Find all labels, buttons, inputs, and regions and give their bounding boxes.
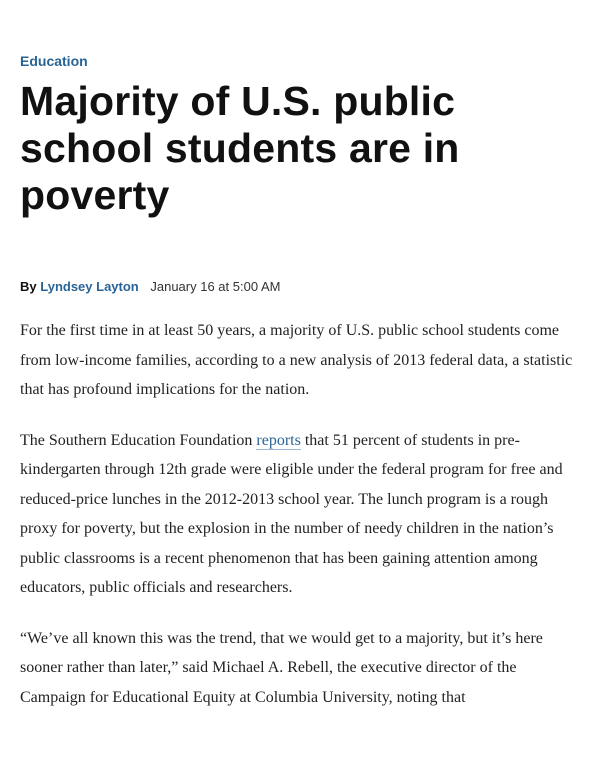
section-link[interactable]: Education <box>20 53 88 69</box>
publish-date: January 16 at 5:00 AM <box>150 279 281 294</box>
headline: Majority of U.S. public school students are in poverty <box>20 78 460 218</box>
author-link[interactable]: Lyndsey Layton <box>40 279 139 294</box>
paragraph-1: For the first time in at least 50 years, a majority of U.S. public school students come from low-income families, according to a new analysis of 2013 federal data, a statistic that has profound implications for the nation. <box>20 322 573 398</box>
paragraph-2-end: that 51 percent of students in pre-kindergarten through 12th grade were eligible under the federal program for free and reduced-price lunches in the 2012-2013 school year. The lunch program is a rough proxy for poverty, but the explosion in the number of needy children in the nation’s public classrooms is a recent phenomenon that has been gaining attention among educators, public officials and researchers. <box>20 431 563 596</box>
byline-prefix: By <box>20 279 37 294</box>
paragraph-2 <box>20 426 585 603</box>
article-body <box>20 316 585 733</box>
byline <box>20 279 280 294</box>
reports-link[interactable]: reports <box>256 431 301 449</box>
paragraph-2-start: The Southern Education Foundation <box>20 431 257 449</box>
paragraph-3: “We’ve all known this was the trend, that we would get to a majority, but it’s here sooner rather than later,” said Michael A. Rebell, the executive director of the Campaign for Educational Equity at Columbia University, noting that <box>20 629 543 706</box>
